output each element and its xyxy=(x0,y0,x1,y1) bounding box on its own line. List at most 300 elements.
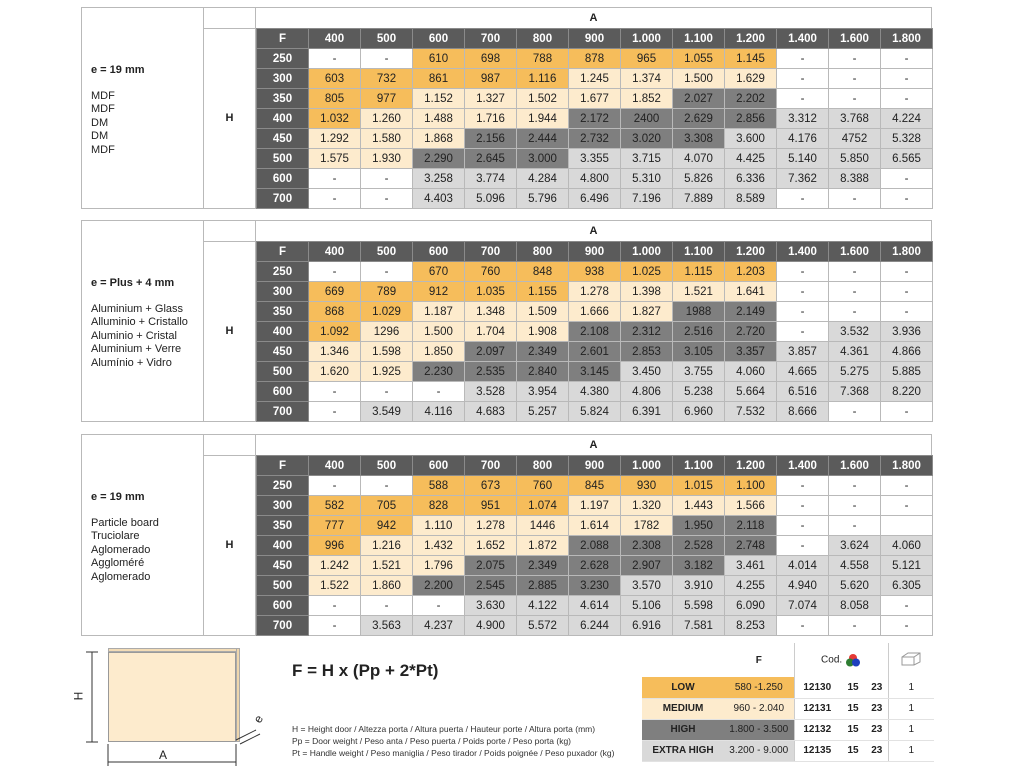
width-column-header: 1.600 xyxy=(829,242,881,262)
force-value-cell: - xyxy=(309,402,361,422)
product-code: 12132 xyxy=(794,719,840,740)
force-value-cell: 4.425 xyxy=(725,149,777,169)
force-value-cell: 4.116 xyxy=(413,402,465,422)
force-grid xyxy=(256,455,933,636)
force-range: 580 -1.250 xyxy=(724,677,794,698)
width-column-header: 1.000 xyxy=(621,456,673,476)
force-value-cell: - xyxy=(829,282,881,302)
force-value-cell: 1.032 xyxy=(309,109,361,129)
force-value-cell: - xyxy=(881,496,933,516)
force-value-cell: 1.145 xyxy=(725,49,777,69)
force-value-cell: 828 xyxy=(413,496,465,516)
force-value-cell: 1.374 xyxy=(621,69,673,89)
variant-23: 23 xyxy=(866,719,888,740)
force-value-cell: 8.666 xyxy=(777,402,829,422)
force-value-cell: - xyxy=(777,49,829,69)
force-value-cell: 1.704 xyxy=(465,322,517,342)
force-value-cell: 4.122 xyxy=(517,596,569,616)
force-value-cell: - xyxy=(829,402,881,422)
force-value-cell: 2.645 xyxy=(465,149,517,169)
height-row-header: 600 xyxy=(257,596,309,616)
force-value-cell: 1.348 xyxy=(465,302,517,322)
table-row xyxy=(257,129,933,149)
force-value-cell: 1.716 xyxy=(465,109,517,129)
force-value-cell: - xyxy=(829,89,881,109)
material-name: Aluminio + Cristal xyxy=(91,329,177,342)
force-value-cell: 3.774 xyxy=(465,169,517,189)
force-value-cell: 977 xyxy=(361,89,413,109)
force-value-cell: 6.916 xyxy=(621,616,673,636)
force-value-cell: 2.535 xyxy=(465,362,517,382)
force-value-cell: - xyxy=(777,476,829,496)
height-axis-label: H xyxy=(225,112,234,124)
width-column-header: 1.100 xyxy=(673,242,725,262)
product-code: 12135 xyxy=(794,740,840,761)
width-column-header: 1.200 xyxy=(725,29,777,49)
width-column-header: 1.100 xyxy=(673,29,725,49)
force-value-cell: 705 xyxy=(361,496,413,516)
height-label: H xyxy=(71,691,86,701)
force-value-cell: 868 xyxy=(309,302,361,322)
force-value-cell: 6.305 xyxy=(881,576,933,596)
force-value-cell: - xyxy=(309,262,361,282)
force-value-cell: 1.930 xyxy=(361,149,413,169)
table-row xyxy=(257,149,933,169)
force-value-cell: 3.145 xyxy=(569,362,621,382)
force-value-cell: 3.450 xyxy=(621,362,673,382)
force-value-cell: 5.796 xyxy=(517,189,569,209)
force-grid xyxy=(256,28,933,209)
force-value-cell: 5.664 xyxy=(725,382,777,402)
weight-class-name: LOW xyxy=(642,677,724,698)
force-value-cell: 2.856 xyxy=(725,109,777,129)
height-row-header: 600 xyxy=(257,169,309,189)
force-value-cell: - xyxy=(413,382,465,402)
force-value-cell: - xyxy=(309,382,361,402)
width-axis-label: A xyxy=(589,439,598,451)
force-value-cell: - xyxy=(777,516,829,536)
weight-class-row xyxy=(642,740,934,761)
material-name: Particle board xyxy=(91,517,159,529)
force-value-cell: 7.581 xyxy=(673,616,725,636)
force-value-cell: - xyxy=(361,189,413,209)
force-value-cell: 1.872 xyxy=(517,536,569,556)
width-column-header: 1.000 xyxy=(621,242,673,262)
height-row-header: 350 xyxy=(257,89,309,109)
variant-15: 15 xyxy=(840,719,866,740)
force-value-cell: 1.620 xyxy=(309,362,361,382)
force-value-cell: - xyxy=(309,616,361,636)
force-value-cell: - xyxy=(361,382,413,402)
force-value-cell: 1.614 xyxy=(569,516,621,536)
force-value-cell: 5.106 xyxy=(621,596,673,616)
force-value-cell: 3.308 xyxy=(673,129,725,149)
material-name: Alumínio + Vidro xyxy=(91,356,172,369)
force-value-cell: 3.630 xyxy=(465,596,517,616)
height-axis-label: H xyxy=(225,325,234,337)
weight-class-name: HIGH xyxy=(642,719,724,740)
force-value-cell: 6.960 xyxy=(673,402,725,422)
force-value-cell: 1.029 xyxy=(361,302,413,322)
force-value-cell: 6.516 xyxy=(777,382,829,402)
width-column-header: 800 xyxy=(517,456,569,476)
force-value-cell: - xyxy=(361,49,413,69)
force-value-cell: 1.092 xyxy=(309,322,361,342)
force-value-cell: - xyxy=(829,496,881,516)
force-value-cell: 1.327 xyxy=(465,89,517,109)
force-value-cell: 8.220 xyxy=(881,382,933,402)
force-value-cell: - xyxy=(777,496,829,516)
force-value-cell: 789 xyxy=(361,282,413,302)
force-value-cell: 5.572 xyxy=(517,616,569,636)
force-value-cell: 2.172 xyxy=(569,109,621,129)
force-value-cell: 5.328 xyxy=(881,129,933,149)
force-value-cell: 4.900 xyxy=(465,616,517,636)
force-value-cell: - xyxy=(881,476,933,496)
force-value-cell: 930 xyxy=(621,476,673,496)
force-value-cell: - xyxy=(361,169,413,189)
force-value-cell: 777 xyxy=(309,516,361,536)
dimension-lines xyxy=(70,640,280,768)
force-value-cell: 1.432 xyxy=(413,536,465,556)
force-value-cell: 1.629 xyxy=(725,69,777,89)
force-value-cell: - xyxy=(881,596,933,616)
force-value-cell: 5.598 xyxy=(673,596,725,616)
force-value-cell: 4.070 xyxy=(673,149,725,169)
force-value-cell: - xyxy=(309,596,361,616)
force-value-cell: 848 xyxy=(517,262,569,282)
width-column-header: 700 xyxy=(465,456,517,476)
force-value-cell: 951 xyxy=(465,496,517,516)
force-value-cell: 3.532 xyxy=(829,322,881,342)
package-icon xyxy=(900,652,922,666)
force-value-cell: - xyxy=(777,89,829,109)
material-name: Truciolare xyxy=(91,530,140,543)
width-axis-label: A xyxy=(589,225,598,237)
width-column-header: 500 xyxy=(361,29,413,49)
force-value-cell: 4.237 xyxy=(413,616,465,636)
weight-class-row xyxy=(642,677,934,698)
force-value-cell: 6.244 xyxy=(569,616,621,636)
force-value-cell: 1.242 xyxy=(309,556,361,576)
force-value-cell: 2.200 xyxy=(413,576,465,596)
force-value-cell: 588 xyxy=(413,476,465,496)
table-row xyxy=(257,516,933,536)
table-row xyxy=(257,596,933,616)
force-value-cell: - xyxy=(881,189,933,209)
height-row-header: 250 xyxy=(257,476,309,496)
force-value-cell: - xyxy=(881,89,933,109)
material-name: Aglomerado xyxy=(91,570,151,583)
force-value-cell: 1.580 xyxy=(361,129,413,149)
force-value-cell: 5.140 xyxy=(777,149,829,169)
force-value-cell: - xyxy=(881,262,933,282)
table-row xyxy=(257,262,933,282)
force-value-cell: 3.355 xyxy=(569,149,621,169)
force-value-cell: 1.055 xyxy=(673,49,725,69)
force-value-cell: 4.060 xyxy=(725,362,777,382)
f-column-header: F xyxy=(755,654,762,666)
force-value-cell: - xyxy=(881,69,933,89)
force-value-cell: 7.368 xyxy=(829,382,881,402)
force-value-cell: 5.824 xyxy=(569,402,621,422)
code-column-header: Cod. xyxy=(794,643,888,677)
table-row xyxy=(257,322,933,342)
force-value-cell: 603 xyxy=(309,69,361,89)
variant-23: 23 xyxy=(866,698,888,719)
force-value-cell: 2.202 xyxy=(725,89,777,109)
force-value-cell: 4.683 xyxy=(465,402,517,422)
force-value-cell: 1296 xyxy=(361,322,413,342)
force-value-cell: 1.652 xyxy=(465,536,517,556)
variant-15: 15 xyxy=(840,740,866,761)
force-value-cell: 5.096 xyxy=(465,189,517,209)
force-value-cell: - xyxy=(777,302,829,322)
force-value-cell: 3.910 xyxy=(673,576,725,596)
package-quantity: 1 xyxy=(888,698,934,719)
table-row xyxy=(257,402,933,422)
force-value-cell: 3.258 xyxy=(413,169,465,189)
force-formula: F = H x (Pp + 2*Pt) xyxy=(292,661,439,680)
force-value-cell: 1.116 xyxy=(517,69,569,89)
force-value-cell: 1.035 xyxy=(465,282,517,302)
force-value-cell: 1.025 xyxy=(621,262,673,282)
force-value-cell: 3.312 xyxy=(777,109,829,129)
force-value-cell: 4752 xyxy=(829,129,881,149)
force-value-cell: - xyxy=(309,169,361,189)
color-variants-icon xyxy=(845,653,861,667)
force-value-cell: 1.509 xyxy=(517,302,569,322)
width-column-header: 1.200 xyxy=(725,242,777,262)
weight-table-2 xyxy=(81,220,932,422)
force-value-cell: 732 xyxy=(361,69,413,89)
table-row xyxy=(257,49,933,69)
variant-15: 15 xyxy=(840,677,866,698)
force-value-cell: 5.275 xyxy=(829,362,881,382)
force-value-cell: 1.187 xyxy=(413,302,465,322)
force-value-cell: - xyxy=(829,476,881,496)
force-value-cell xyxy=(881,516,933,536)
width-column-header: 600 xyxy=(413,29,465,49)
weight-table-3 xyxy=(81,434,932,636)
force-value-cell: 8.388 xyxy=(829,169,881,189)
width-column-header: 400 xyxy=(309,456,361,476)
force-value-cell: 7.532 xyxy=(725,402,777,422)
weight-class-name: EXTRA HIGH xyxy=(642,740,724,761)
width-column-header: 700 xyxy=(465,242,517,262)
force-value-cell: - xyxy=(777,322,829,342)
force-value-cell: 1.641 xyxy=(725,282,777,302)
force-value-cell: 942 xyxy=(361,516,413,536)
force-value-cell: 2.230 xyxy=(413,362,465,382)
height-row-header: 350 xyxy=(257,516,309,536)
force-value-cell: 2.907 xyxy=(621,556,673,576)
force-value-cell: - xyxy=(829,302,881,322)
force-value-cell: 3.549 xyxy=(361,402,413,422)
force-value-cell: - xyxy=(829,49,881,69)
width-column-header: 1.400 xyxy=(777,456,829,476)
force-value-cell: 3.461 xyxy=(725,556,777,576)
force-value-cell: 1782 xyxy=(621,516,673,536)
force-grid xyxy=(256,241,933,422)
force-value-cell: 2.088 xyxy=(569,536,621,556)
force-value-cell: - xyxy=(777,616,829,636)
force-value-cell: 2.748 xyxy=(725,536,777,556)
force-value-cell: 1.860 xyxy=(361,576,413,596)
package-quantity: 1 xyxy=(888,719,934,740)
force-value-cell: 4.665 xyxy=(777,362,829,382)
variant-23: 23 xyxy=(866,677,888,698)
force-value-cell: 610 xyxy=(413,49,465,69)
f-header-cell: F xyxy=(257,29,309,49)
force-value-cell: 2.312 xyxy=(621,322,673,342)
force-value-cell: 4.224 xyxy=(881,109,933,129)
force-value-cell: - xyxy=(777,536,829,556)
width-column-header: 800 xyxy=(517,242,569,262)
table-row xyxy=(257,576,933,596)
force-value-cell: 3.528 xyxy=(465,382,517,402)
width-column-header: 900 xyxy=(569,242,621,262)
force-value-cell: 996 xyxy=(309,536,361,556)
thickness-title: e = Plus + 4 mm xyxy=(91,277,175,289)
force-value-cell: 2.528 xyxy=(673,536,725,556)
force-value-cell: 6.565 xyxy=(881,149,933,169)
force-value-cell: - xyxy=(881,49,933,69)
f-header-cell: F xyxy=(257,456,309,476)
force-value-cell: 1.677 xyxy=(569,89,621,109)
weight-class-table xyxy=(642,643,934,762)
force-value-cell: 3.020 xyxy=(621,129,673,149)
force-value-cell: - xyxy=(881,282,933,302)
weight-table-1 xyxy=(81,7,932,209)
force-value-cell: 4.866 xyxy=(881,342,933,362)
height-row-header: 400 xyxy=(257,322,309,342)
width-label: A xyxy=(159,748,168,762)
force-value-cell: 1.197 xyxy=(569,496,621,516)
force-range: 1.800 - 3.500 xyxy=(724,719,794,740)
weight-class-name: MEDIUM xyxy=(642,698,724,719)
width-column-header: 400 xyxy=(309,29,361,49)
variant-23: 23 xyxy=(866,740,888,761)
force-value-cell: - xyxy=(309,49,361,69)
force-value-cell: - xyxy=(881,402,933,422)
product-code: 12130 xyxy=(794,677,840,698)
height-row-header: 700 xyxy=(257,616,309,636)
force-value-cell: 1.320 xyxy=(621,496,673,516)
force-value-cell: 2400 xyxy=(621,109,673,129)
width-column-header: 1.400 xyxy=(777,29,829,49)
material-name: MDF xyxy=(91,103,115,116)
width-column-header: 1.600 xyxy=(829,456,881,476)
material-name: Aluminium + Verre xyxy=(91,343,182,356)
force-value-cell: 3.105 xyxy=(673,342,725,362)
force-value-cell: 4.940 xyxy=(777,576,829,596)
force-value-cell: 5.826 xyxy=(673,169,725,189)
force-value-cell: 7.196 xyxy=(621,189,673,209)
force-value-cell: 1.216 xyxy=(361,536,413,556)
force-value-cell: 760 xyxy=(465,262,517,282)
table-row xyxy=(257,189,933,209)
force-value-cell: - xyxy=(881,302,933,322)
height-row-header: 600 xyxy=(257,382,309,402)
force-value-cell: 6.090 xyxy=(725,596,777,616)
table-row xyxy=(257,536,933,556)
width-column-header: 900 xyxy=(569,456,621,476)
force-value-cell: 2.629 xyxy=(673,109,725,129)
force-value-cell: 1.852 xyxy=(621,89,673,109)
material-name: Alluminio + Cristallo xyxy=(91,316,188,329)
table-row xyxy=(257,476,933,496)
force-value-cell: - xyxy=(361,596,413,616)
force-value-cell: 2.732 xyxy=(569,129,621,149)
force-value-cell: 1.155 xyxy=(517,282,569,302)
variant-15: 15 xyxy=(840,698,866,719)
force-value-cell: 1.944 xyxy=(517,109,569,129)
force-value-cell: - xyxy=(829,616,881,636)
force-value-cell: 1.575 xyxy=(309,149,361,169)
force-value-cell: 3.857 xyxy=(777,342,829,362)
table-row xyxy=(257,109,933,129)
force-value-cell: - xyxy=(881,169,933,189)
force-value-cell: 3.563 xyxy=(361,616,413,636)
material-name: Aglomerado xyxy=(91,543,151,556)
force-value-cell: 1.245 xyxy=(569,69,621,89)
height-row-header: 700 xyxy=(257,189,309,209)
package-column-header xyxy=(888,643,934,677)
force-value-cell: 6.336 xyxy=(725,169,777,189)
force-value-cell: 4.403 xyxy=(413,189,465,209)
width-column-header: 600 xyxy=(413,456,465,476)
force-value-cell: 1.260 xyxy=(361,109,413,129)
width-column-header: 1.800 xyxy=(881,456,933,476)
thickness-title: e = 19 mm xyxy=(91,64,145,76)
legend-h: H = Height door / Altezza porta / Altura puerta / Hauteur porte / Altura porta (mm) xyxy=(292,724,596,734)
thickness-title: e = 19 mm xyxy=(91,491,145,503)
force-value-cell: 5.885 xyxy=(881,362,933,382)
table-row xyxy=(257,169,933,189)
f-header-cell: F xyxy=(257,242,309,262)
force-value-cell: - xyxy=(777,262,829,282)
material-description xyxy=(82,8,204,208)
force-value-cell: 2.349 xyxy=(517,342,569,362)
force-value-cell: 805 xyxy=(309,89,361,109)
material-description xyxy=(82,221,204,421)
force-value-cell: 6.496 xyxy=(569,189,621,209)
force-value-cell: 1.443 xyxy=(673,496,725,516)
force-value-cell: 1446 xyxy=(517,516,569,536)
force-value-cell: - xyxy=(829,69,881,89)
width-column-header: 800 xyxy=(517,29,569,49)
force-value-cell: 1.868 xyxy=(413,129,465,149)
force-value-cell: 1.500 xyxy=(673,69,725,89)
legend-pp: Pp = Door weight / Peso anta / Peso puerta / Poids porte / Peso porta (kg) xyxy=(292,736,572,746)
height-row-header: 450 xyxy=(257,342,309,362)
force-value-cell: 4.284 xyxy=(517,169,569,189)
width-column-header: 1.000 xyxy=(621,29,673,49)
force-value-cell: 582 xyxy=(309,496,361,516)
force-value-cell: 2.885 xyxy=(517,576,569,596)
height-axis-label: H xyxy=(225,539,234,551)
force-value-cell: 670 xyxy=(413,262,465,282)
force-value-cell: 2.840 xyxy=(517,362,569,382)
product-code: 12131 xyxy=(794,698,840,719)
material-name: DM xyxy=(91,130,109,143)
height-row-header: 400 xyxy=(257,109,309,129)
force-value-cell: 1.925 xyxy=(361,362,413,382)
force-value-cell: 3.936 xyxy=(881,322,933,342)
material-description xyxy=(82,435,204,635)
width-column-header: 400 xyxy=(309,242,361,262)
